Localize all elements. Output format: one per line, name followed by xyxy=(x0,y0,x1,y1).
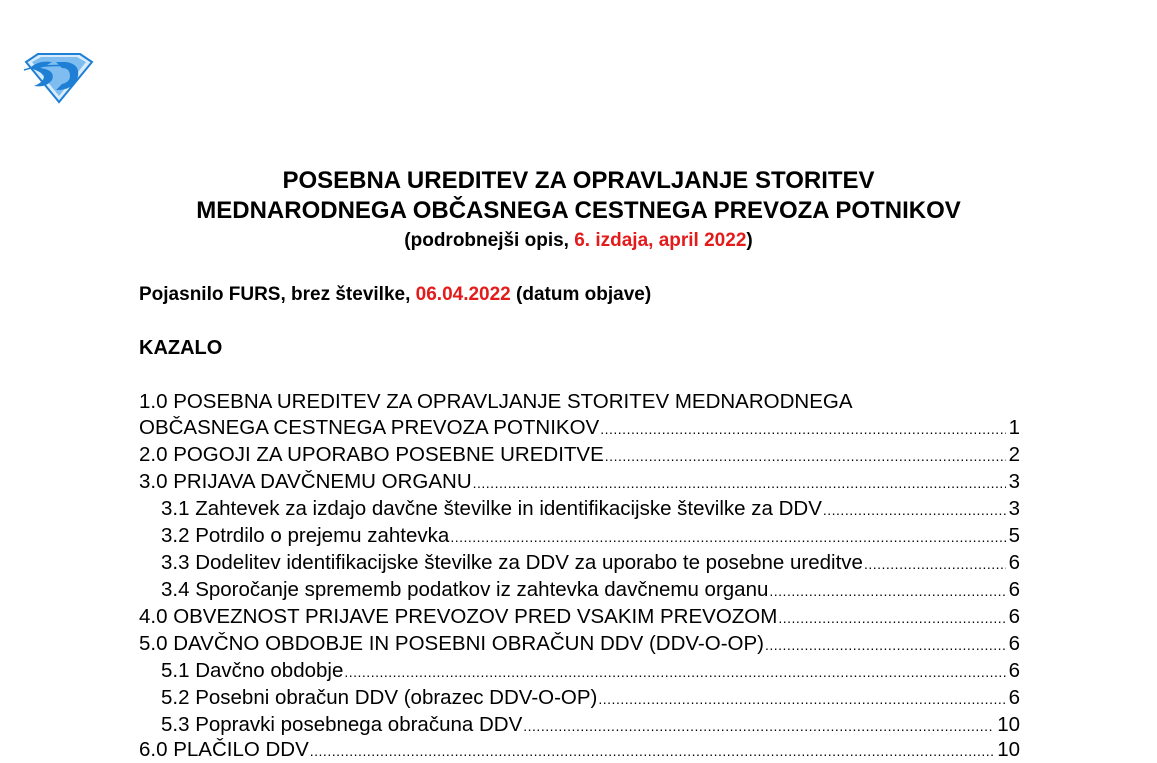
toc-entry-3-2[interactable] xyxy=(161,523,1020,549)
toc-heading: KAZALO xyxy=(139,337,223,359)
toc-entry-3-3[interactable] xyxy=(161,550,1020,576)
subtitle-prefix: (podrobnejši opis, xyxy=(404,230,575,251)
toc-entry-5-1[interactable] xyxy=(161,658,1020,684)
toc-page-number: 3 xyxy=(1008,497,1020,520)
furs-note xyxy=(139,282,651,308)
toc-dot-leader xyxy=(523,713,994,738)
toc-entry-2[interactable] xyxy=(139,442,1020,468)
toc-page-number: 6 xyxy=(1008,578,1020,601)
edition-subtitle xyxy=(0,228,1157,254)
toc-dot-leader xyxy=(450,524,1005,549)
note-prefix: Pojasnilo FURS, brez številke, xyxy=(139,284,416,305)
toc-entry-5[interactable] xyxy=(139,631,1020,657)
toc-entry-5-2[interactable] xyxy=(161,685,1020,711)
toc-page-number: 2 xyxy=(1008,443,1020,466)
toc-page-number: 6 xyxy=(1008,632,1020,655)
toc-entry-title: 3.0 PRIJAVA DAVČNEMU ORGANU xyxy=(139,470,472,493)
toc-page-number: 6 xyxy=(1008,659,1020,682)
toc-dot-leader xyxy=(310,738,994,763)
toc-entry-title: 5.3 Popravki posebnega obračuna DDV xyxy=(161,713,523,736)
toc-entry-title: 3.3 Dodelitev identifikacijske številke za DDV za uporabo te posebne ureditve xyxy=(161,551,863,574)
toc-page-number: 10 xyxy=(997,713,1020,736)
toc-dot-leader xyxy=(605,443,1006,468)
toc-dot-leader xyxy=(600,416,1005,441)
subtitle-suffix: ) xyxy=(746,230,753,251)
toc-dot-leader xyxy=(473,470,1006,495)
toc-dot-leader xyxy=(344,659,1005,684)
toc-entry-3-4[interactable] xyxy=(161,577,1020,603)
toc-entry-title: 4.0 OBVEZNOST PRIJAVE PREVOZOV PRED VSAKIM PREVOZOM xyxy=(139,605,778,628)
toc-dot-leader xyxy=(598,686,1005,711)
toc-page-number: 6 xyxy=(1008,605,1020,628)
toc-page-number: 6 xyxy=(1008,551,1020,574)
edition-label: 6. izdaja, april 2022 xyxy=(574,230,747,251)
toc-page-number: 6 xyxy=(1008,686,1020,709)
toc-entry-title: 5.2 Posebni obračun DDV (obrazec DDV-O-OP) xyxy=(161,686,598,709)
toc-entry-6[interactable] xyxy=(139,737,1020,763)
toc-dot-leader xyxy=(765,632,1006,657)
toc-entry-title: 3.1 Zahtevek za izdajo davčne številke in identifikacijske številke za DDV xyxy=(161,497,822,520)
toc-dot-leader xyxy=(778,605,1005,630)
toc-entry-5-3[interactable] xyxy=(161,712,1020,738)
document-title-line-2: MEDNARODNEGA OBČASNEGA CESTNEGA PREVOZA POTNIKOV xyxy=(196,197,961,224)
publication-date: 06.04.2022 xyxy=(415,284,511,305)
toc-page-number: 5 xyxy=(1008,524,1020,547)
toc-entry-title: 6.0 PLAČILO DDV xyxy=(139,738,309,761)
toc-page-number: 10 xyxy=(997,738,1020,761)
toc-entry-3-1[interactable] xyxy=(161,496,1020,522)
toc-entry-title: 5.0 DAVČNO OBDOBJE IN POSEBNI OBRAČUN DDV (DDV-O-OP) xyxy=(139,632,764,655)
toc-entry-1[interactable] xyxy=(139,415,1020,441)
toc-entry-1-first-line[interactable]: 1.0 POSEBNA UREDITEV ZA OPRAVLJANJE STORITEV MEDNARODNEGA xyxy=(139,390,853,413)
document-title-line-1: POSEBNA UREDITEV ZA OPRAVLJANJE STORITEV xyxy=(282,167,875,194)
toc-dot-leader xyxy=(864,551,1006,576)
logo-sd-icon xyxy=(22,48,96,104)
toc-page-number: 3 xyxy=(1008,470,1020,493)
toc-dot-leader xyxy=(769,578,1005,603)
toc-entry-3[interactable] xyxy=(139,469,1020,495)
toc-entry-title: 5.1 Davčno obdobje xyxy=(161,659,344,682)
toc-entry-4[interactable] xyxy=(139,604,1020,630)
note-suffix: (datum objave) xyxy=(510,284,652,305)
toc-entry-title: 2.0 POGOJI ZA UPORABO POSEBNE UREDITVE xyxy=(139,443,604,466)
toc-entry-title: 3.4 Sporočanje sprememb podatkov iz zahtevka davčnemu organu xyxy=(161,578,769,601)
toc-dot-leader xyxy=(823,497,1006,522)
toc-page-number: 1 xyxy=(1008,416,1020,439)
toc-entry-title: 3.2 Potrdilo o prejemu zahtevka xyxy=(161,524,450,547)
toc-entry-title: OBČASNEGA CESTNEGA PREVOZA POTNIKOV xyxy=(139,416,600,439)
